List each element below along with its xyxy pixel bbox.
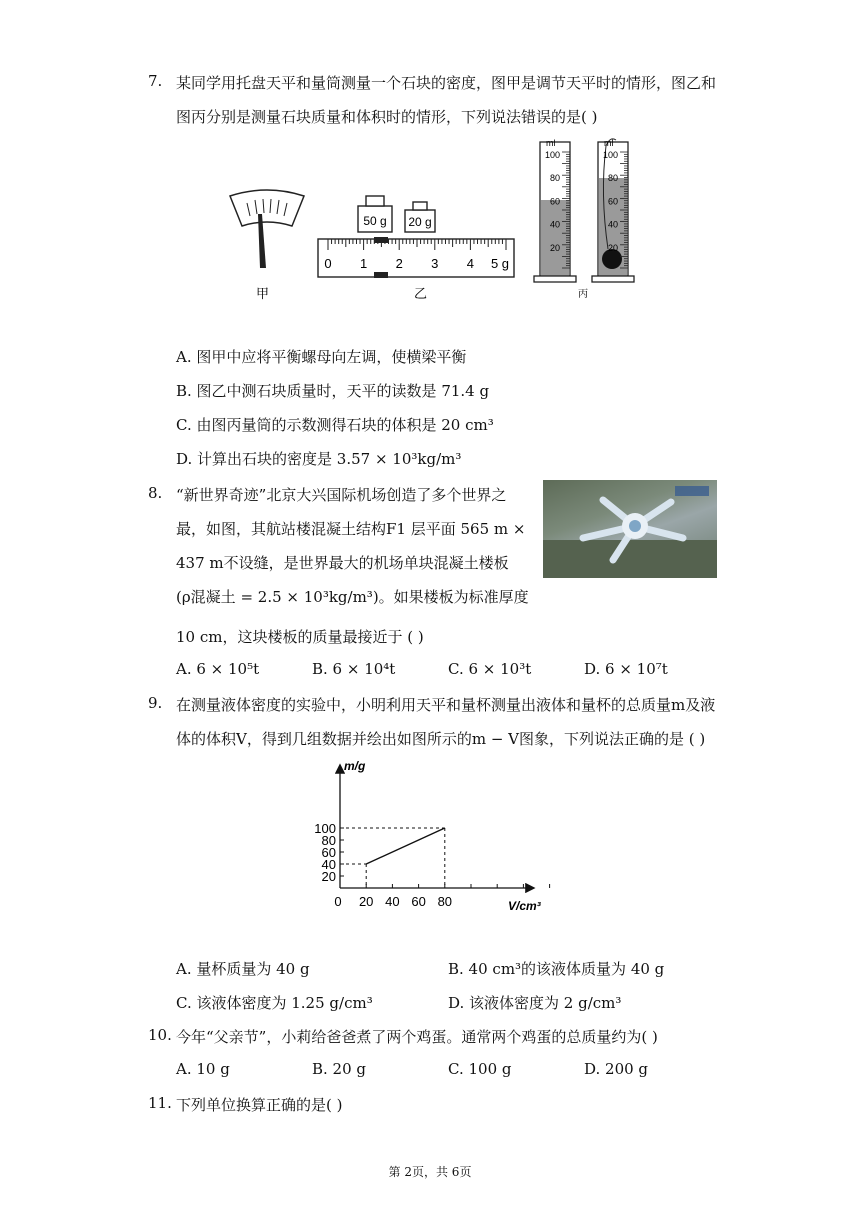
cylinder-label: 60 — [549, 196, 560, 207]
cylinder-label: 20 — [607, 242, 618, 253]
q8-text-line5: 10 cm，这块楼板的质量最接近于 ( ) — [176, 628, 424, 646]
cylinder-label: 80 — [607, 173, 618, 184]
q9-option-b: B. 40 cm³的该液体质量为 40 g — [448, 960, 665, 978]
q8-number: 8. — [148, 484, 163, 502]
figure-bing-cylinders — [528, 134, 640, 304]
q8-option-a: A. 6 × 10⁵t — [176, 660, 260, 678]
ruler-label: 2 — [395, 256, 403, 271]
cylinder-unit-right: ml — [604, 138, 614, 148]
cylinder-label: 100 — [544, 150, 560, 160]
y-tick-label: 40 — [321, 857, 336, 872]
q7-text-line2: 图丙分别是测量石块质量和体积时的情形，下列说法错误的是( ) — [176, 108, 598, 126]
q8-text-line4: (ρ混凝土 = 2.5 × 10³kg/m³)。如果楼板为标准厚度 — [176, 588, 529, 606]
q10-number: 10. — [148, 1026, 172, 1044]
figure-yi-label: 乙 — [414, 286, 428, 301]
ruler-label: 5 g — [490, 256, 510, 271]
x-tick-label: 20 — [358, 894, 374, 909]
y-tick-label: 100 — [314, 821, 336, 836]
figure-jia-label: 甲 — [256, 286, 270, 301]
x-tick-label: 80 — [437, 894, 453, 909]
q7-option-c: C. 由图丙量筒的示数测得石块的体积是 20 cm³ — [176, 416, 494, 434]
figure-yi-scale — [314, 186, 519, 306]
ruler-label: 3 — [431, 256, 439, 271]
q10-option-d: D. 200 g — [584, 1060, 649, 1078]
weight-20g: 20 g — [408, 215, 432, 229]
cylinder-unit-left: ml — [546, 138, 556, 148]
cylinder-label: 40 — [549, 219, 560, 230]
x-tick-label: 40 — [385, 894, 400, 909]
q8-option-d: D. 6 × 10⁷t — [584, 660, 668, 678]
q8-option-b: B. 6 × 10⁴t — [312, 660, 396, 678]
airport-photo-drawing — [543, 480, 717, 578]
q9-option-c: C. 该液体密度为 1.25 g/cm³ — [176, 994, 373, 1012]
q9-option-d: D. 该液体密度为 2 g/cm³ — [448, 994, 622, 1012]
y-tick-label: 20 — [321, 869, 336, 884]
q9-text-line1: 在测量液体密度的实验中，小明利用天平和量杯测量出液体和量杯的总质量m及液 — [176, 696, 716, 714]
series-line — [366, 828, 445, 864]
q9-number: 9. — [148, 694, 163, 712]
q11-number: 11. — [148, 1094, 172, 1112]
q10-text-line1: 今年“父亲节”，小莉给爸爸煮了两个鸡蛋。通常两个鸡蛋的总质量约为( ) — [176, 1028, 658, 1046]
cylinder-label: 100 — [602, 150, 618, 160]
figure-bing-label: 丙 — [578, 289, 588, 300]
ruler-label: 1 — [359, 256, 368, 271]
q9-text-line2: 体的体积V，得到几组数据并绘出如图所示的m − V图象，下列说法正确的是 ( ) — [176, 730, 706, 748]
cylinder-label: 80 — [549, 173, 560, 184]
y-tick-label: 60 — [321, 845, 336, 860]
q10-option-b: B. 20 g — [312, 1060, 367, 1078]
cylinder-label: 20 — [549, 242, 560, 253]
weight-50g: 50 g — [363, 214, 387, 228]
ruler-label: 0 — [324, 256, 332, 271]
q8-text-line1: “新世界奇迹”北京大兴国际机场创造了多个世界之 — [176, 486, 507, 504]
q8-text-line2: 最，如图，其航站楼混凝土结构F1 层平面 565 m × — [176, 520, 526, 538]
cylinder-label: 40 — [607, 219, 618, 230]
q7-text-line1: 某同学用托盘天平和量筒测量一个石块的密度，图甲是调节天平时的情形，图乙和 — [176, 74, 717, 92]
q11-text-line1: 下列单位换算正确的是( ) — [176, 1096, 343, 1114]
y-tick-label: 80 — [321, 833, 336, 848]
q7-number: 7. — [148, 72, 163, 90]
q8-text-line3: 437 m不设缝，是世界最大的机场单块混凝土楼板 — [176, 554, 509, 572]
q8-option-c: C. 6 × 10³t — [448, 660, 532, 678]
page-footer: 第 2页，共 6页 — [388, 1165, 472, 1179]
q10-option-a: A. 10 g — [176, 1060, 230, 1078]
m-v-chart — [308, 754, 558, 916]
q7-option-d: D. 计算出石块的密度是 3.57 × 10³kg/m³ — [176, 450, 462, 468]
q7-option-a: A. 图甲中应将平衡螺母向左调，使横梁平衡 — [176, 348, 467, 366]
q10-option-c: C. 100 g — [448, 1060, 512, 1078]
q9-option-a: A. 量杯质量为 40 g — [176, 960, 310, 978]
figure-jia-pointer — [222, 186, 312, 306]
cylinder-label: 60 — [607, 196, 618, 207]
x-tick-label: 0 — [334, 894, 342, 909]
airport-photo — [543, 480, 717, 578]
ruler-label: 4 — [466, 256, 475, 271]
q7-option-b: B. 图乙中测石块质量时，天平的读数是 71.4 g — [176, 382, 490, 400]
x-axis-label: V/cm³ — [508, 899, 541, 913]
x-tick-label: 60 — [411, 894, 426, 909]
y-axis-label: m/g — [344, 759, 366, 773]
